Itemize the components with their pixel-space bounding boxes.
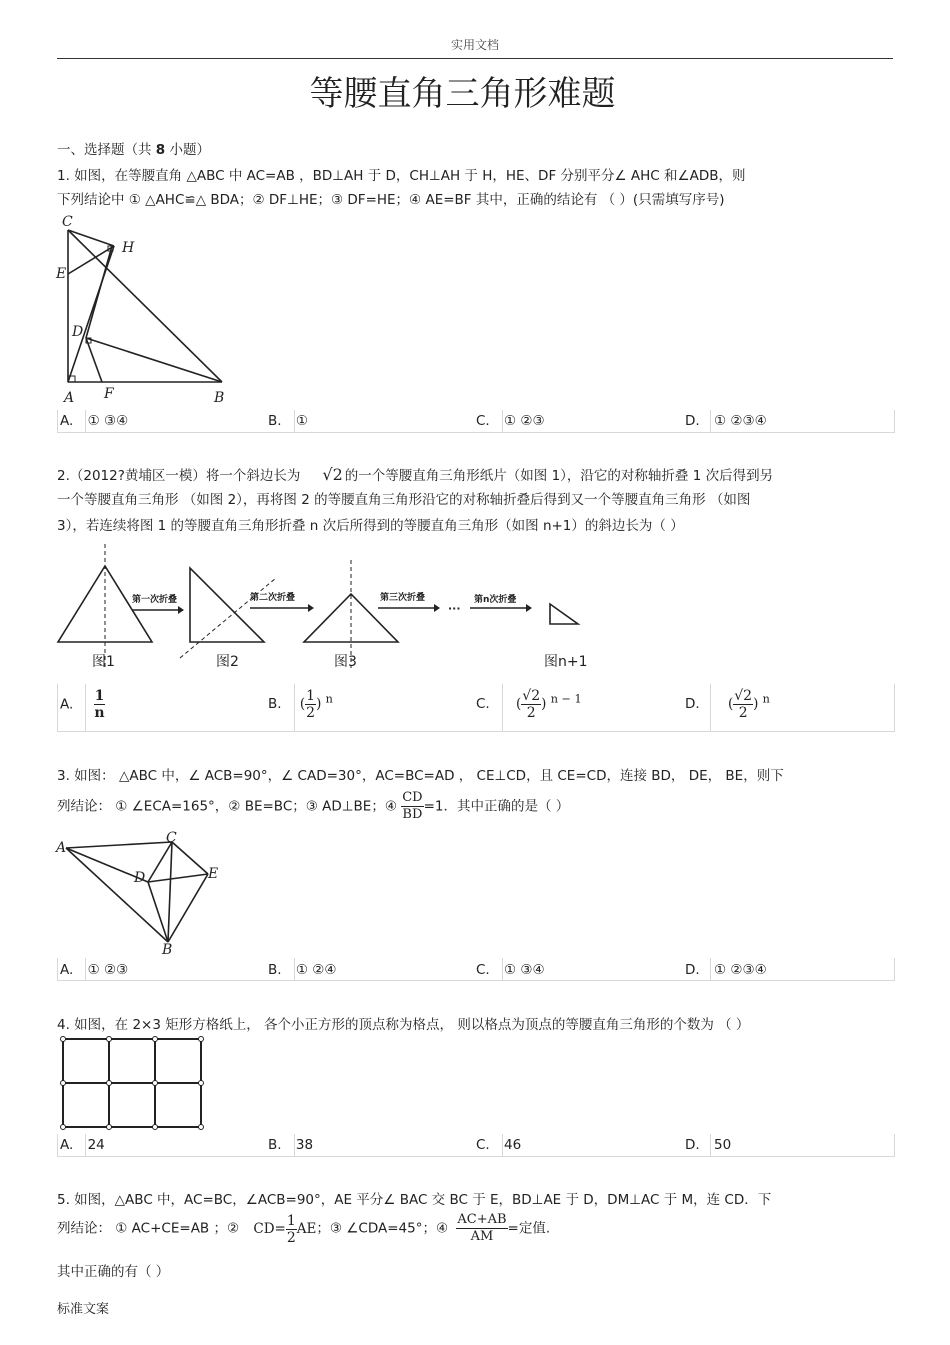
q2-option-a[interactable]: A. $\frac{1}{n}$ [60, 688, 105, 721]
q1-option-c[interactable]: C. ① ②③ [476, 413, 545, 429]
q3-option-b[interactable]: B. ① ②④ [268, 962, 337, 978]
q3-label-e: E [208, 866, 219, 882]
q3-option-a[interactable]: A. ① ②③ [60, 962, 129, 978]
fig3-label: 图3 [334, 654, 357, 670]
q1-label-e: E [56, 266, 67, 282]
q3-label-b: B [162, 942, 173, 958]
q1-option-d[interactable]: D. ① ②③④ [685, 413, 767, 429]
fig2-label: 图2 [216, 654, 239, 670]
q1-line1: 1. 如图，在等腰直角 △ABC 中 AC=AB ，BD⊥AH 于 D，CH⊥AH 于 H，HE、DF 分别平分∠ AHC 和∠ADB，则 [57, 168, 746, 184]
q4-grid-figure [58, 1034, 206, 1132]
fold-1-label: 第一次折叠 [132, 595, 178, 605]
q1-line2: 下列结论中 ① △AHC≌△ BDA；② DF⊥HE；③ DF=HE；④ AE=BF 其中，正确的结论有 （ ）(只需填写序号) [57, 192, 725, 208]
q2-option-b[interactable]: B. ( $\frac{1}{2}$ ) $^n$ [268, 688, 333, 721]
q1-option-a[interactable]: A. ① ③④ [60, 413, 129, 429]
q2-option-c[interactable]: C. ( $\frac{√2}{2}$ ) $^{n - 1}$ [476, 688, 582, 721]
doc-type-header: 实用文档 [450, 38, 499, 52]
q2-line3: 3），若连续将图 1 的等腰直角三角形折叠 n 次后所得到的等腰直角三角形（如图 n+1）的斜边长为（ ） [57, 518, 684, 534]
q4-option-c[interactable]: C. 46 [476, 1137, 522, 1153]
q3-label-c: C [166, 830, 177, 846]
q3-option-d[interactable]: D. ① ②③④ [685, 962, 767, 978]
q3-label-d: D [134, 870, 146, 886]
fold-n-label: 第n次折叠 [474, 595, 517, 605]
q1-figure [52, 210, 242, 408]
q1-label-a: A [64, 390, 75, 406]
q3-figure [52, 830, 232, 958]
q1-label-h: H [122, 240, 135, 256]
footer-label: 标准文案 [57, 1302, 110, 1317]
q5-line1: 5. 如图，△ABC 中，AC=BC，∠ACB=90°，AE 平分∠ BAC 交 BC 于 E，BD⊥AE 于 D，DM⊥AC 于 M，连 CD．下 [57, 1192, 772, 1208]
q2-option-d[interactable]: D. ( $\frac{√2}{2}$ ) $^n$ [685, 688, 770, 721]
q1-label-c: C [62, 214, 73, 230]
q4-option-d[interactable]: D. 50 [685, 1137, 732, 1153]
header-divider [57, 58, 893, 59]
q4-option-b[interactable]: B. 38 [268, 1137, 314, 1153]
section-heading: 一、选择题（共 8 小题） [57, 142, 210, 158]
fold-ellipsis: ··· [448, 602, 461, 615]
q2-line2: 一个等腰直角三角形 （如图 2），再将图 2 的等腰直角三角形沿它的对称轴折叠后得到又一个等腰直角三角形 （如图 [57, 492, 751, 508]
q5-line3: 其中正确的有（ ） [57, 1264, 170, 1280]
q3-line1: 3. 如图： △ABC 中，∠ ACB=90°，∠ CAD=30°，AC=BC=AD ， CE⊥CD，且 CE=CD，连接 BD， DE， BE，则下 [57, 768, 784, 784]
fold-2-label: 第二次折叠 [250, 593, 296, 603]
q1-label-d: D [72, 324, 84, 340]
q3-line2: 列结论： ① ∠ECA=165°，② BE=BC；③ AD⊥BE；④ $\frac{CD}{BD}$ =1．其中正确的是（ ） [57, 790, 570, 822]
q2-line1: 2.（2012?黄埔区一模）将一个斜边长为 √2 的一个等腰直角三角形纸片（如图 1），沿它的对称轴折叠 1 次后得到另 [57, 465, 774, 484]
q1-option-b[interactable]: B. ① [268, 413, 308, 429]
q1-label-f: F [104, 386, 114, 402]
q4-line1: 4. 如图，在 2×3 矩形方格纸上， 各个小正方形的顶点称为格点， 则以格点为顶点的等腰直角三角形的个数为 （ ） [57, 1017, 750, 1033]
q3-label-a: A [56, 840, 67, 856]
q2-figure [52, 540, 612, 675]
q3-option-c[interactable]: C. ① ③④ [476, 962, 545, 978]
page-title: 等腰直角三角形难题 [309, 74, 616, 114]
sqrt-two: √2 [322, 465, 343, 484]
fig1-label: 图1 [92, 654, 115, 670]
q4-option-a[interactable]: A. 24 [60, 1137, 105, 1153]
fign-label: 图n+1 [544, 654, 588, 670]
fold-3-label: 第三次折叠 [380, 593, 426, 603]
q1-label-b: B [214, 390, 225, 406]
q5-line2: 列结论： ① AC+CE=AB ；② CD= $\frac{1}{2}$ AE；③ ∠CDA=45°；④ $\frac{AC+AB}{AM}$ =定值. [57, 1212, 551, 1246]
